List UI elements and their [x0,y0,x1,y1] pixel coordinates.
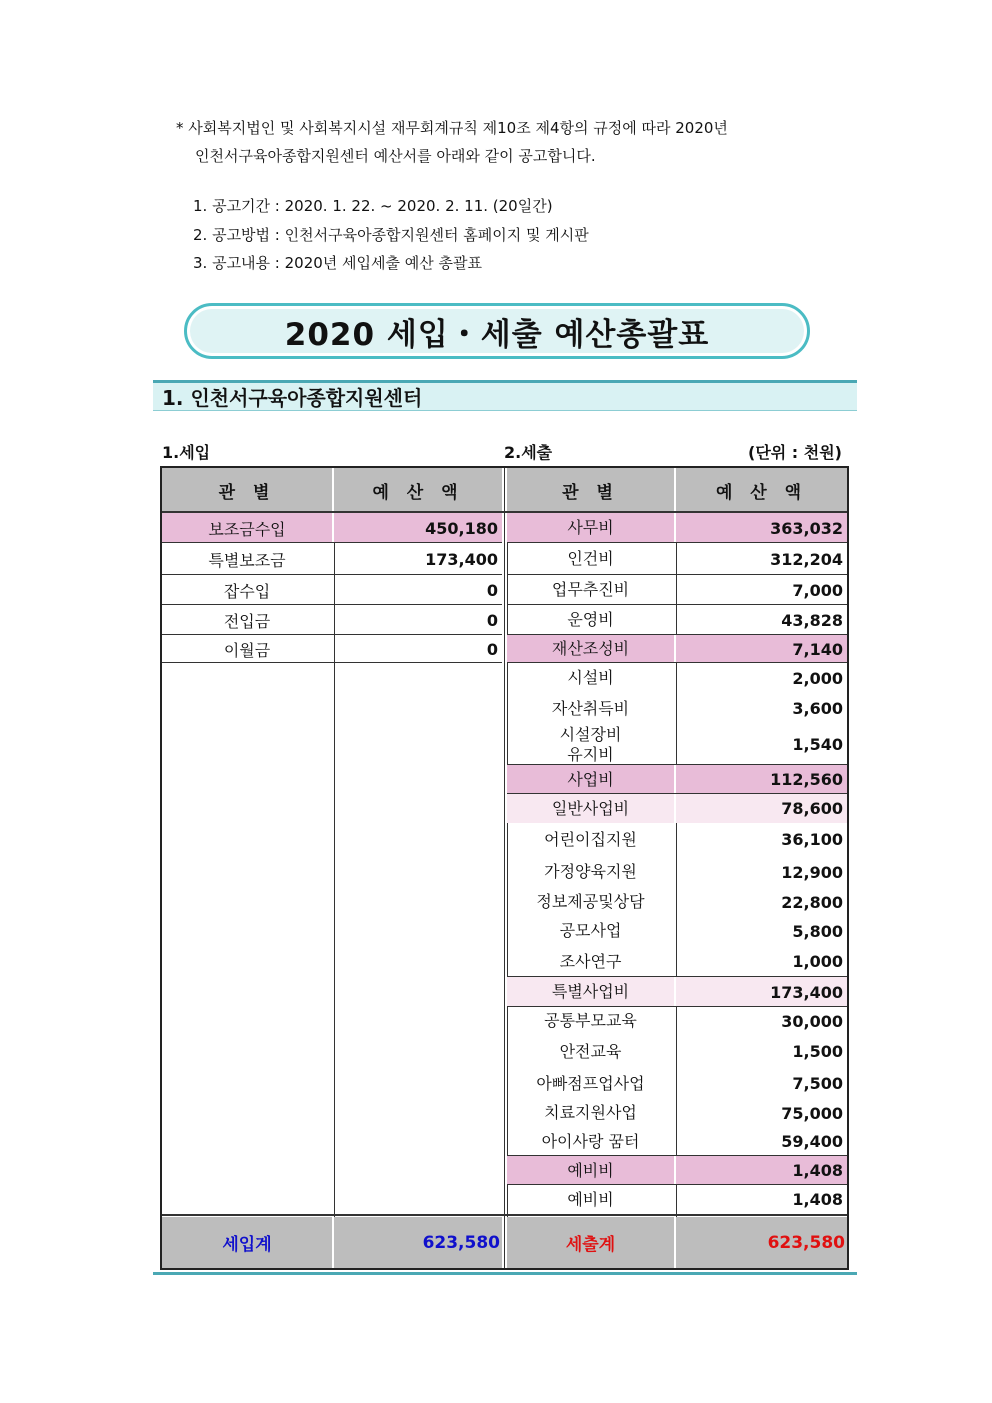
income-total-amount: 623,580 [334,1217,502,1268]
income-row-amount: 0 [486,580,498,600]
expense-row-amount: 75,000 [781,1103,843,1123]
expense-header-amount: 예 산 액 [676,468,847,512]
expense-row-name: 특별사업비 [507,977,674,1007]
expense-row-name: 재산조성비 [507,635,674,663]
expense-row-name: 안전교육 [559,1041,622,1061]
expense-row-amount: 12,900 [781,862,843,882]
unit-label: (단위 : 천원) [748,443,842,462]
expense-row-name: 가정양육지원 [544,862,637,881]
income-row-name: 이월금 [223,640,271,660]
expense-total-label: 세출계 [507,1217,674,1268]
income-total-label: 세입계 [162,1217,332,1268]
expense-row-name: 어린이집지원 [544,829,637,849]
expense-row-name: 예비비 [567,1189,614,1209]
expense-row-name: 사무비 [507,513,674,543]
expense-row-amount: 112,560 [676,765,847,794]
notice-text [176,114,876,170]
expense-row-amount: 7,000 [792,580,843,600]
expense-row-amount: 2,000 [792,668,843,688]
page-title: 2020 세입・세출 예산총괄표 [184,303,810,359]
income-row-name: 전입금 [223,611,271,631]
expense-row-amount: 59,400 [781,1132,843,1151]
income-row-name: 잡수입 [223,581,271,601]
income-row-name: 보조금수입 [162,513,332,543]
notice-line-2: 인천서구육아종합지원센터 예산서를 아래와 같이 공고합니다. [195,147,596,165]
expense-row-amount: 36,100 [781,830,843,849]
expense-row-name: 인건비 [567,549,614,568]
expense-row-amount: 5,800 [792,921,843,941]
income-row-amount: 0 [486,639,498,659]
expense-row-amount: 22,800 [781,892,843,912]
expense-row-name: 사업비 [507,765,674,794]
expense-row-name: 운영비 [567,610,614,629]
expense-label: 2.세출 [504,443,553,462]
notice-item: 3. 공고내용 : 2020년 세입세출 예산 총괄표 [193,254,483,272]
expense-total-amount: 623,580 [676,1217,847,1268]
expense-row-name: 공통부모교육 [544,1011,637,1030]
expense-row-amount: 1,408 [792,1190,843,1209]
expense-row-name: 자산취득비 [551,698,630,718]
expense-row-amount: 7,500 [792,1074,843,1093]
expense-row-name: 조사연구 [559,951,622,971]
expense-row-amount: 312,204 [770,549,843,569]
expense-row-amount: 173,400 [676,977,847,1007]
expense-row-name: 시설장비 유지비 [559,724,622,764]
expense-row-name: 아빠점프업사업 [536,1073,645,1093]
bottom-rule [153,1272,857,1275]
expense-row-name: 공모사업 [559,921,622,940]
expense-row-amount: 1,000 [792,952,843,971]
income-label: 1.세입 [162,443,211,462]
expense-row-amount: 1,500 [792,1042,843,1061]
expense-row-amount: 7,140 [676,635,847,663]
expense-row-name: 일반사업비 [507,794,674,823]
expense-row-amount: 1,540 [792,735,843,754]
income-header-name: 관 별 [162,468,332,512]
expense-row-amount: 78,600 [676,794,847,823]
income-header-amount: 예 산 액 [334,468,502,512]
expense-row-amount: 1,408 [676,1156,847,1185]
section-heading: 1. 인천서구육아종합지원센터 [153,380,857,411]
income-row-amount: 0 [486,610,498,630]
expense-row-name: 예비비 [507,1156,674,1185]
notice-items [193,192,589,278]
income-row-amount: 173,400 [425,549,498,569]
expense-row-amount: 43,828 [781,610,843,630]
notice-line-1: * 사회복지법인 및 사회복지시설 재무회계규칙 제10조 제4항의 규정에 따라 2020년 [176,119,728,137]
notice-item: 1. 공고기간 : 2020. 1. 22. ~ 2020. 2. 11. (20일간) [193,197,553,215]
expense-header-name: 관 별 [507,468,674,512]
income-row-amount: 450,180 [334,513,502,543]
expense-row-amount: 3,600 [792,699,843,718]
expense-row-name: 시설비 [567,668,614,687]
row-divider [162,662,502,663]
expense-row-name: 치료지원사업 [544,1103,637,1122]
notice-item: 2. 공고방법 : 인천서구육아종합지원센터 홈페이지 및 게시판 [193,225,589,244]
expense-row-name: 정보제공및상담 [536,892,645,911]
expense-row-amount: 30,000 [781,1011,843,1031]
expense-row-name: 업무추진비 [551,580,630,599]
income-row-name: 특별보조금 [208,550,286,570]
expense-row-name: 아이사랑 꿈터 [541,1131,640,1151]
expense-row-amount: 363,032 [676,513,847,543]
total-divider [162,1214,847,1216]
